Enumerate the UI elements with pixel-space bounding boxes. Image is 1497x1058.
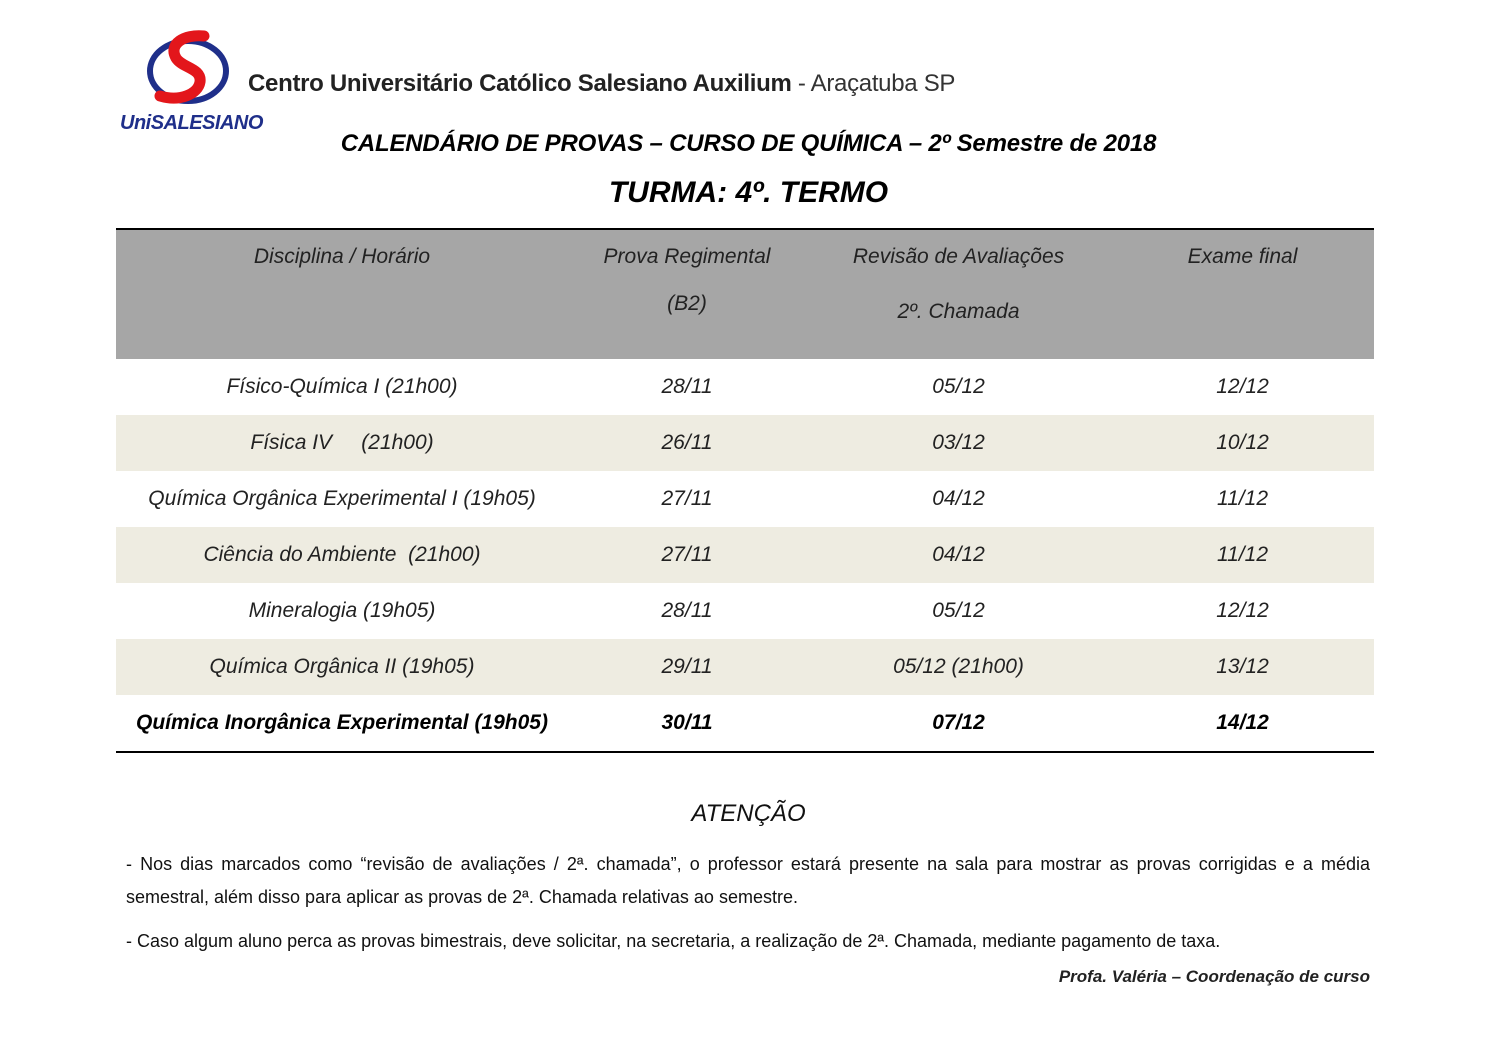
cell-final: 11/12	[1217, 487, 1268, 510]
coordinator-signature: Profa. Valéria – Coordenação de curso	[1058, 967, 1370, 986]
header-regimental-sublabel: (B2)	[667, 292, 707, 316]
logo-wordmark: UniSALESIANO	[120, 112, 263, 134]
attention-heading: ATENÇÃO	[691, 800, 806, 827]
class-subtitle: TURMA: 4º. TERMO	[608, 176, 889, 209]
cell-final: 13/12	[1216, 655, 1269, 678]
table-row	[116, 527, 1374, 583]
cell-final: 12/12	[1216, 599, 1269, 622]
cell-discipline: Ciência do Ambiente (21h00)	[203, 543, 481, 566]
table-row	[116, 415, 1374, 471]
attention-notes	[126, 848, 1370, 968]
note-paragraph: - Nos dias marcados como “revisão de avaliações / 2ª. chamada”, o professor estará presente na sala para mostrar as provas corrigidas e a média semestral, além disso para aplicar as provas de 2ª. Chamada relativas ao semestre.	[126, 854, 1370, 908]
table-row	[116, 695, 1374, 752]
cell-review: 05/12 (21h00)	[893, 655, 1024, 678]
cell-final: 10/12	[1216, 431, 1269, 454]
cell-review: 05/12	[932, 599, 985, 622]
unisalesiano-logo	[118, 30, 268, 138]
header-final-label: Exame final	[1187, 245, 1298, 268]
salesiano-s-logo-icon	[146, 30, 230, 112]
cell-review: 04/12	[932, 487, 985, 510]
cell-discipline: Química Inorgânica Experimental (19h05)	[136, 711, 548, 734]
table-row	[116, 359, 1374, 415]
cell-regimental: 27/11	[661, 487, 713, 510]
cell-regimental: 28/11	[661, 375, 713, 398]
header-discipline	[116, 229, 568, 359]
cell-discipline: Física IV (21h00)	[250, 431, 434, 454]
header-final-exam	[1111, 229, 1374, 359]
cell-review: 03/12	[932, 431, 985, 454]
header-discipline-label: Disciplina / Horário	[253, 245, 431, 268]
cell-review: 05/12	[932, 375, 985, 398]
institution-location: - Araçatuba SP	[791, 70, 956, 97]
header-review	[806, 229, 1111, 359]
table-header-row	[116, 229, 1374, 359]
cell-discipline: Físico-Química I (21h00)	[226, 375, 458, 398]
note-paragraph: - Caso algum aluno perca as provas bimestrais, deve solicitar, na secretaria, a realização de 2ª. Chamada, mediante pagamento de taxa.	[126, 930, 1221, 951]
cell-regimental: 30/11	[661, 711, 713, 734]
cell-discipline: Química Orgânica Experimental I (19h05)	[148, 487, 536, 510]
header-review-label: Revisão de Avaliações	[852, 245, 1065, 268]
exam-schedule-table	[116, 228, 1374, 753]
cell-regimental: 26/11	[661, 431, 713, 454]
page-title: CALENDÁRIO DE PROVAS – CURSO DE QUÍMICA – 2º Semestre de 2018	[340, 130, 1157, 157]
institution-title: Centro Universitário Católico Salesiano Auxilium	[248, 70, 792, 97]
cell-final: 12/12	[1216, 375, 1269, 398]
cell-final: 14/12	[1216, 711, 1269, 734]
table-row	[116, 471, 1374, 527]
header-regimental-label: Prova Regimental	[603, 245, 771, 268]
cell-final: 11/12	[1217, 543, 1268, 566]
cell-discipline: Mineralogia (19h05)	[248, 599, 436, 622]
cell-regimental: 28/11	[661, 599, 713, 622]
cell-regimental: 29/11	[661, 655, 713, 678]
cell-regimental: 27/11	[661, 543, 713, 566]
cell-review: 07/12	[932, 711, 985, 734]
cell-review: 04/12	[932, 543, 985, 566]
table-row	[116, 583, 1374, 639]
cell-discipline: Química Orgânica II (19h05)	[209, 655, 475, 678]
table-row	[116, 639, 1374, 695]
header-regimental-exam	[568, 229, 806, 359]
header-review-sublabel: 2º. Chamada	[897, 300, 1020, 324]
institution-name	[248, 70, 955, 98]
